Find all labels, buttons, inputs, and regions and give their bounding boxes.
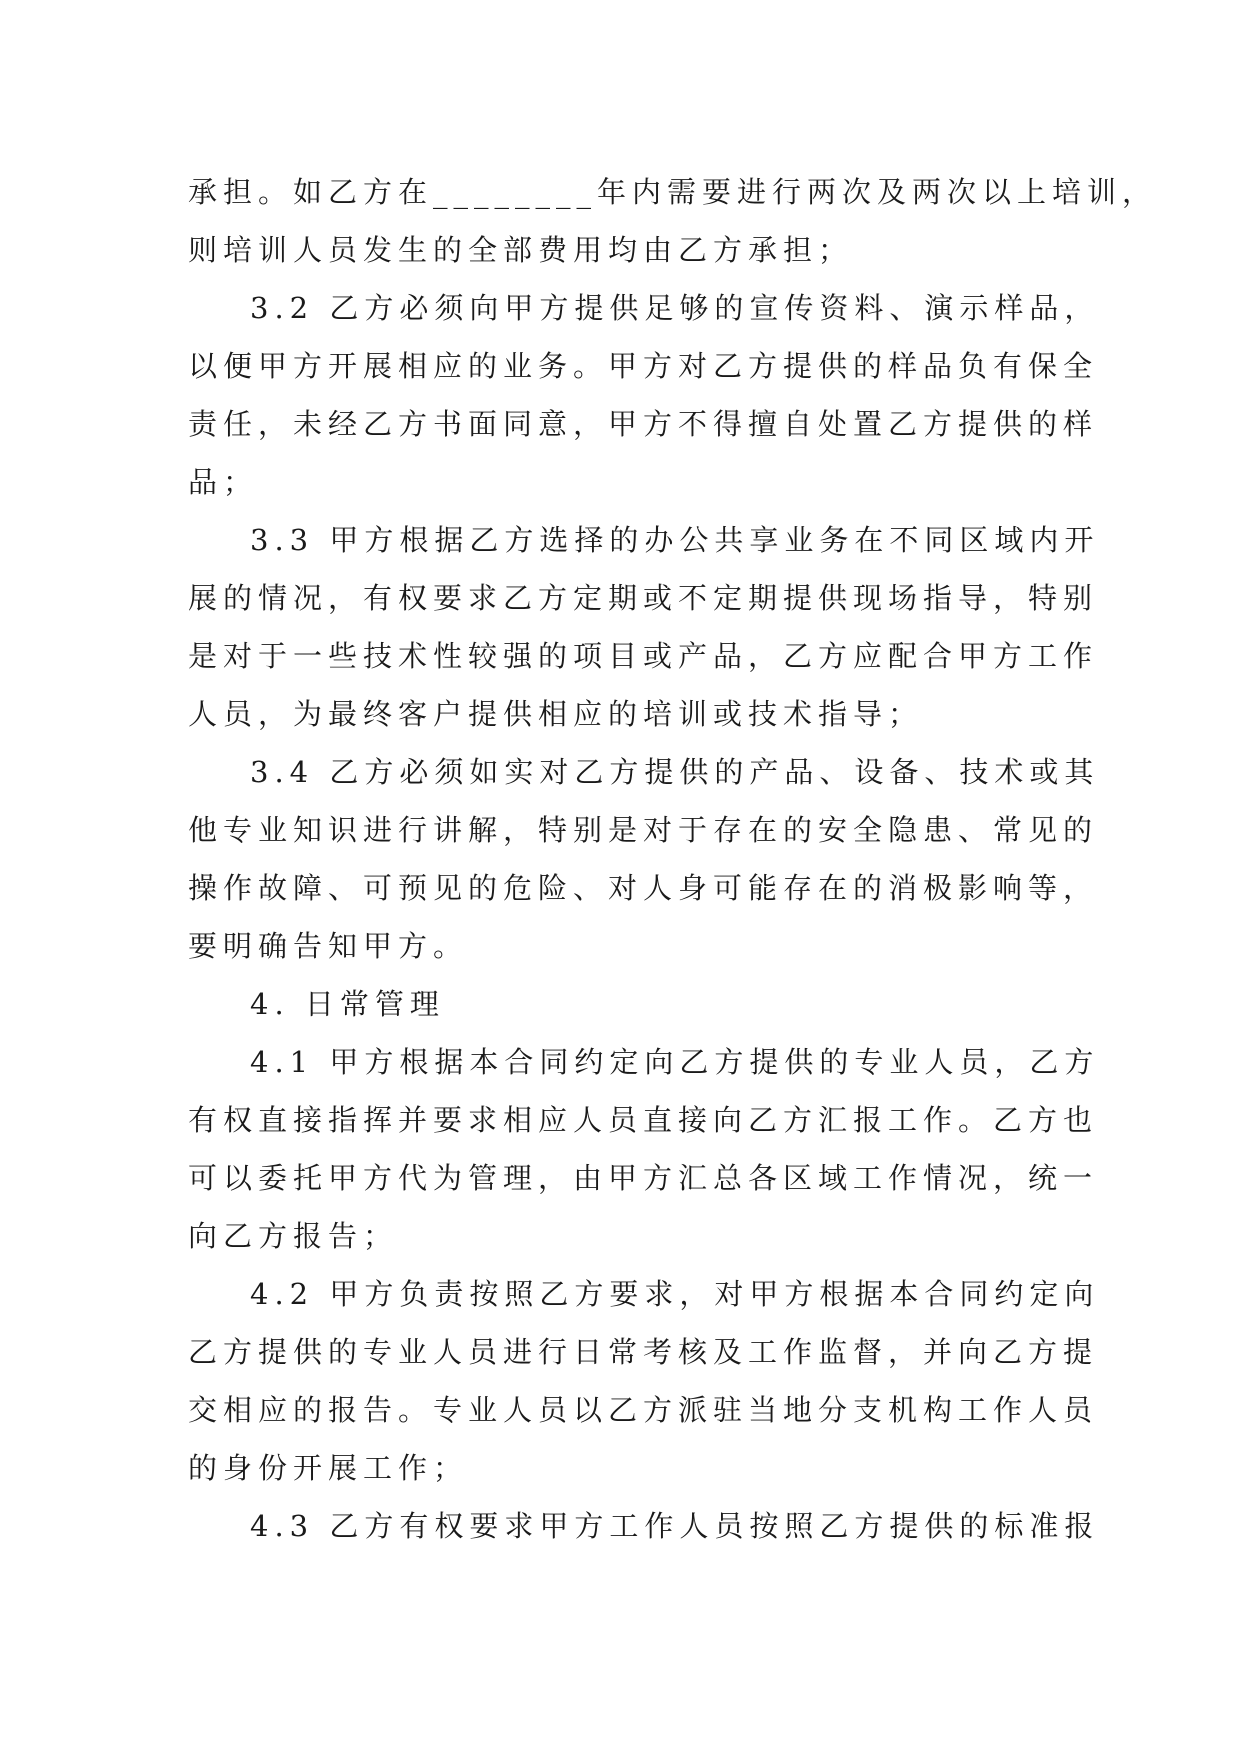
paragraph-start-line: 4.2 甲方负责按照乙方要求，对甲方根据本合同约定向 — [250, 1277, 1100, 1311]
text-line: 是对于一些技术性较强的项目或产品，乙方应配合甲方工作 — [188, 639, 1099, 673]
text-line: 要明确告知甲方。 — [188, 929, 469, 963]
text-line: 展的情况，有权要求乙方定期或不定期提供现场指导，特别 — [188, 581, 1099, 615]
paragraph-start-line: 3.3 甲方根据乙方选择的办公共享业务在不同区域内开 — [250, 523, 1100, 557]
text-line: 以便甲方开展相应的业务。甲方对乙方提供的样品负有保全 — [188, 349, 1099, 383]
paragraph-start-line: 4.3 乙方有权要求甲方工作人员按照乙方提供的标准报 — [250, 1509, 1100, 1543]
paragraph-start-line: 3.4 乙方必须如实对乙方提供的产品、设备、技术或其 — [250, 755, 1100, 789]
text-line: 人员，为最终客户提供相应的培训或技术指导； — [188, 697, 924, 731]
text-line: 向乙方报告； — [188, 1219, 399, 1253]
text-line: 有权直接指挥并要求相应人员直接向乙方汇报工作。乙方也 — [188, 1103, 1099, 1137]
contract-text — [188, 163, 1158, 1555]
text-line: 品； — [188, 465, 259, 499]
paragraph-start-line: 3.2 乙方必须向甲方提供足够的宣传资料、演示样品， — [250, 291, 1100, 325]
text-line: 乙方提供的专业人员进行日常考核及工作监督，并向乙方提 — [188, 1335, 1099, 1369]
paragraph-start-line: 4. 日常管理 — [250, 987, 445, 1021]
text-line: 承担。如乙方在________年内需要进行两次及两次以上培训， — [188, 175, 1158, 209]
text-line: 则培训人员发生的全部费用均由乙方承担； — [188, 233, 854, 267]
text-line: 他专业知识进行讲解，特别是对于存在的安全隐患、常见的 — [188, 813, 1099, 847]
text-line: 交相应的报告。专业人员以乙方派驻当地分支机构工作人员 — [188, 1393, 1099, 1427]
text-line: 可以委托甲方代为管理，由甲方汇总各区域工作情况，统一 — [188, 1161, 1099, 1195]
text-line: 操作故障、可预见的危险、对人身可能存在的消极影响等， — [188, 871, 1099, 905]
text-line: 责任，未经乙方书面同意，甲方不得擅自处置乙方提供的样 — [188, 407, 1099, 441]
text-line: 的身份开展工作； — [188, 1451, 469, 1485]
paragraph-start-line: 4.1 甲方根据本合同约定向乙方提供的专业人员，乙方 — [250, 1045, 1100, 1079]
